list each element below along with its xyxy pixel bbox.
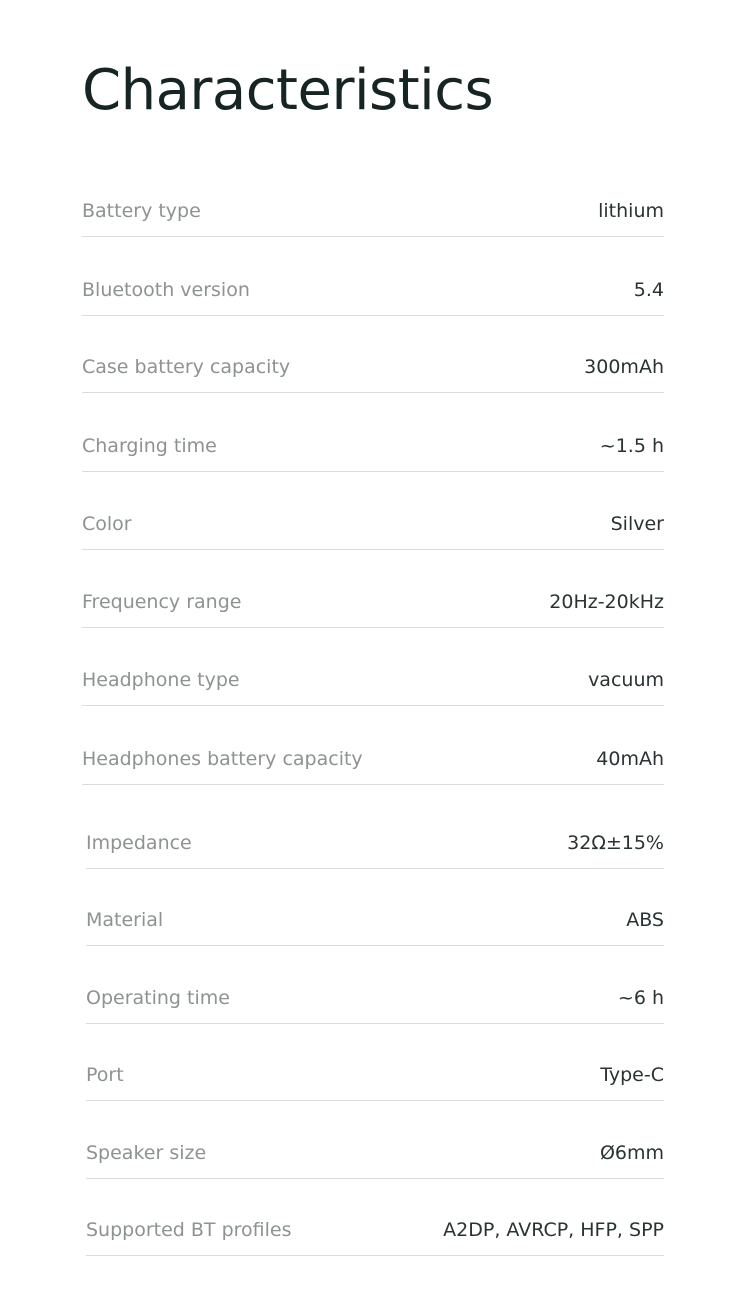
spec-row-material — [86, 895, 664, 946]
spec-value: 32Ω±15% — [567, 832, 664, 854]
spec-label: Speaker size — [86, 1142, 207, 1164]
spec-value: ~1.5 h — [599, 435, 664, 457]
spec-value: 40mAh — [596, 748, 664, 770]
spec-row-supported-bt-profiles — [86, 1205, 664, 1256]
spec-value: 5.4 — [633, 279, 664, 301]
spec-row-color — [82, 499, 664, 550]
spec-row-bluetooth-version — [82, 265, 664, 316]
spec-label: Headphones battery capacity — [82, 748, 363, 770]
spec-row-speaker-size — [86, 1128, 664, 1179]
spec-value: ~6 h — [617, 987, 664, 1009]
spec-value: ABS — [626, 909, 664, 931]
spec-value: 300mAh — [584, 356, 664, 378]
spec-label: Supported BT profiles — [86, 1219, 292, 1241]
spec-label: Charging time — [82, 435, 217, 457]
spec-value: Type-C — [600, 1064, 664, 1086]
spec-label: Case battery capacity — [82, 356, 291, 378]
spec-value: A2DP, AVRCP, HFP, SPP — [443, 1219, 664, 1241]
page-title: Characteristics — [82, 58, 494, 123]
spec-value: Ø6mm — [599, 1142, 664, 1164]
spec-value: 20Hz-20kHz — [549, 591, 664, 613]
spec-label: Material — [86, 909, 164, 931]
spec-row-headphones-battery-capacity — [82, 734, 664, 785]
spec-row-frequency-range — [82, 577, 664, 628]
spec-value: lithium — [598, 200, 664, 222]
spec-row-impedance — [86, 818, 664, 869]
spec-label: Battery type — [82, 200, 201, 222]
spec-row-charging-time — [82, 421, 664, 472]
spec-label: Operating time — [86, 987, 230, 1009]
spec-label: Headphone type — [82, 669, 240, 691]
spec-value: Silver — [610, 513, 664, 535]
spec-label: Frequency range — [82, 591, 242, 613]
spec-row-operating-time — [86, 973, 664, 1024]
spec-row-battery-type — [82, 186, 664, 237]
spec-label: Port — [86, 1064, 124, 1086]
spec-row-port — [86, 1050, 664, 1101]
spec-label: Color — [82, 513, 132, 535]
spec-value: vacuum — [588, 669, 664, 691]
spec-label: Bluetooth version — [82, 279, 250, 301]
spec-row-case-battery-capacity — [82, 342, 664, 393]
spec-row-headphone-type — [82, 655, 664, 706]
spec-label: Impedance — [86, 832, 192, 854]
